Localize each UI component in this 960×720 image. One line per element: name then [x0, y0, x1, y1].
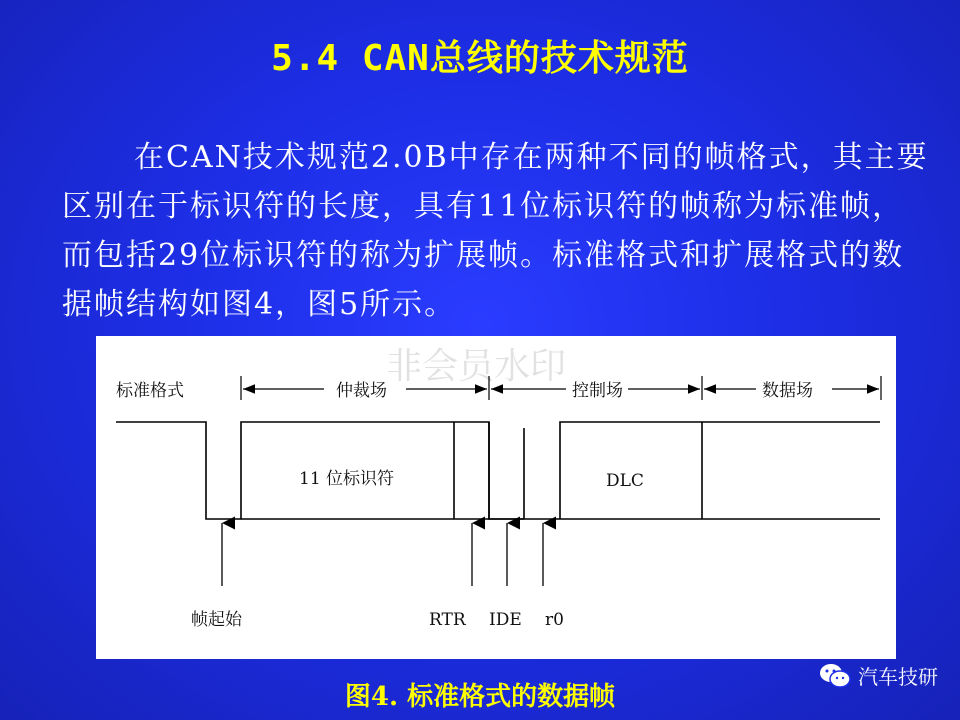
signal-waveform	[116, 422, 880, 519]
bit-arrows	[222, 523, 543, 586]
label-arbitration-field: 仲裁场	[336, 381, 387, 401]
label-start-of-frame: 帧起始	[191, 610, 242, 630]
label-rtr: RTR	[429, 610, 466, 630]
wechat-icon	[818, 662, 852, 690]
field-11bit-identifier: 11 位标识符	[299, 469, 395, 489]
frame-diagram	[96, 336, 896, 659]
brand-badge	[818, 661, 938, 690]
label-standard-format: 标准格式	[116, 381, 184, 401]
frame-diagram-svg	[96, 336, 896, 659]
label-r0: r0	[545, 610, 564, 630]
field-dlc: DLC	[606, 471, 644, 491]
figure-caption: 图4. 标准格式的数据帧	[344, 682, 616, 712]
page-title: 5.4 CAN总线的技术规范	[271, 38, 689, 79]
label-data-field: 数据场	[762, 381, 813, 401]
watermark-text: 非会员水印	[385, 346, 566, 387]
brand-name: 汽车技研	[858, 665, 938, 689]
label-ide: IDE	[489, 610, 522, 630]
intro-paragraph: 在CAN技术规范2.0B中存在两种不同的帧格式，其主要区别在于标识符的长度，具有11位标识符的帧称为标准帧，而包括29位标识符的称为扩展帧。标准格式和扩展格式的数据帧结构如图4，图5所示。	[62, 140, 929, 322]
label-control-field: 控制场	[572, 381, 623, 401]
